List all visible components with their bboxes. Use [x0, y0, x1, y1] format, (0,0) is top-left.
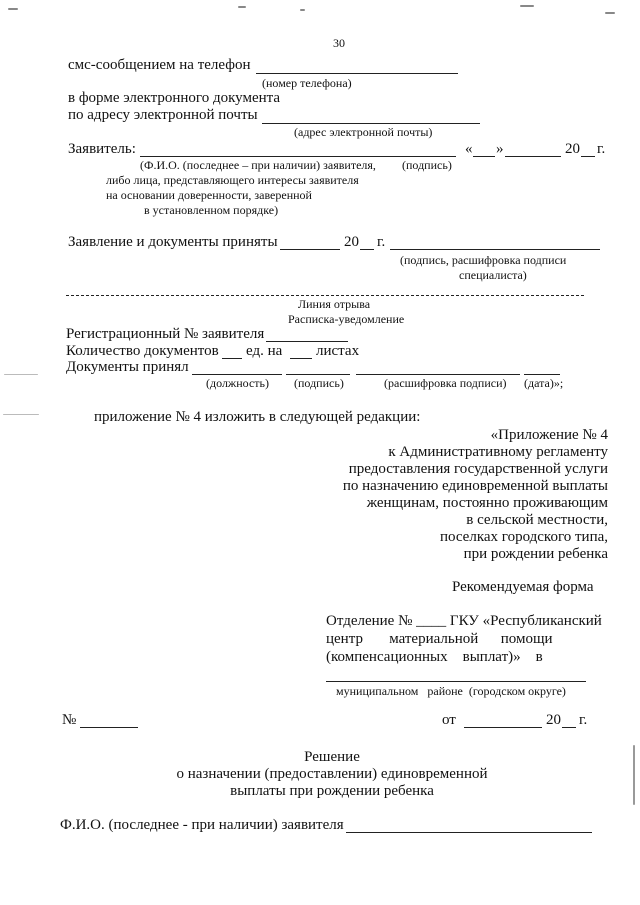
tear-line — [66, 295, 584, 296]
number-label: № — [62, 712, 77, 728]
decision-title: Решение — [304, 749, 360, 765]
position-line — [192, 374, 282, 375]
scan-speck — [4, 374, 38, 375]
date-year: 20 — [546, 712, 561, 728]
decision-line3: выплаты при рождении ребенка — [230, 783, 434, 799]
appendix-header-line: предоставления государственной услуги — [348, 461, 608, 477]
scan-speck — [238, 6, 246, 8]
department-line1: Отделение № ____ ГКУ «Республиканский — [326, 613, 602, 629]
appendix-header-line: поселках городского типа, — [439, 529, 608, 545]
applicant-fio-underline — [346, 832, 592, 833]
scan-speck — [605, 12, 615, 14]
applicant-fio-hint: (Ф.И.О. (последнее – при наличии) заявителя, — [140, 158, 376, 172]
accepted-sign-line — [390, 249, 600, 250]
appendix-header-line: в сельской местности, — [466, 512, 608, 528]
accepted-year-line — [360, 249, 374, 250]
district-line — [326, 681, 586, 682]
page-number: 30 — [333, 36, 345, 50]
doc-count-unit: ед. на — [246, 343, 283, 359]
sms-label: смс-сообщением на телефон — [68, 57, 251, 73]
scan-speck — [3, 414, 39, 415]
sheets-line — [290, 358, 312, 359]
month-line — [505, 156, 561, 157]
applicant-label: Заявитель: — [68, 141, 136, 157]
appendix-header-line: по назначению единовременной выплаты — [342, 478, 608, 494]
department-line3: (компенсационных выплат)» в — [326, 649, 543, 665]
district-hint: муниципальном районе (городском округе) — [336, 684, 566, 698]
decision-date-line — [464, 727, 542, 728]
doc-count-label: Количество документов — [66, 343, 219, 359]
doc-count-sheets: листах — [316, 343, 360, 359]
scan-speck — [520, 5, 534, 7]
receipt-title: Расписка-уведомление — [288, 312, 405, 326]
applicant-hint-l4: в установленном порядке) — [144, 203, 279, 217]
date-line — [524, 374, 560, 375]
applicant-fio-line — [140, 156, 456, 157]
decode-hint: (расшифровка подписи) — [384, 376, 507, 390]
scan-speck — [8, 8, 18, 10]
quote-open: « — [465, 141, 473, 157]
sign-line — [286, 374, 350, 375]
accepted-year: 20 — [344, 234, 359, 250]
date-hint: (дата)»; — [524, 376, 564, 390]
email-line2: по адресу электронной почты — [68, 107, 258, 123]
applicant-hint-l2: либо лица, представляющего интересы заявителя — [106, 173, 359, 187]
accepted-hint-l2: специалиста) — [459, 268, 527, 282]
docs-accepted-label: Документы принял — [66, 359, 189, 375]
sign-hint: (подпись) — [294, 376, 344, 390]
appendix-header-line: при рождении ребенка — [463, 546, 608, 562]
department-line2: центр материальной помощи — [326, 631, 553, 647]
phone-line — [256, 73, 458, 74]
accepted-hint-l1: (подпись, расшифровка подписи — [400, 253, 567, 267]
reg-number-label: Регистрационный № заявителя — [66, 326, 265, 342]
accepted-label: Заявление и документы приняты — [68, 234, 278, 250]
applicant-fio-label: Ф.И.О. (последнее - при наличии) заявителя — [60, 817, 344, 833]
decision-line2: о назначении (предоставлении) единовременной — [176, 766, 488, 782]
tear-line-label: Линия отрыва — [298, 297, 371, 311]
day-line — [473, 156, 495, 157]
reg-number-line — [266, 341, 348, 342]
accepted-date-line — [280, 249, 340, 250]
appendix-header-line: «Приложение № 4 — [490, 427, 608, 443]
email-line1: в форме электронного документа — [68, 90, 281, 106]
email-underline — [262, 123, 480, 124]
scan-speck — [300, 9, 305, 11]
email-hint: (адрес электронной почты) — [294, 125, 433, 139]
doc-count-line — [222, 358, 242, 359]
year-line — [581, 156, 595, 157]
accepted-year-suffix: г. — [377, 234, 386, 250]
applicant-year: 20 — [565, 141, 580, 157]
quote-close: » — [496, 141, 504, 157]
appendix-header-line: женщинам, постоянно проживающим — [366, 495, 608, 511]
date-from: от — [442, 712, 456, 728]
applicant-hint-l3: на основании доверенности, заверенной — [106, 188, 312, 202]
position-hint: (должность) — [206, 376, 269, 390]
decode-line — [356, 374, 520, 375]
recommended-form: Рекомендуемая форма — [452, 579, 594, 595]
applicant-year-suffix: г. — [597, 141, 606, 157]
date-year-suffix: г. — [579, 712, 588, 728]
number-line — [80, 727, 138, 728]
decision-year-line — [562, 727, 576, 728]
appendix-header-line: к Административному регламенту — [388, 444, 608, 460]
applicant-sign-hint: (подпись) — [402, 158, 452, 172]
phone-hint: (номер телефона) — [262, 76, 352, 90]
appendix-instruction: приложение № 4 изложить в следующей редакции: — [94, 409, 421, 425]
